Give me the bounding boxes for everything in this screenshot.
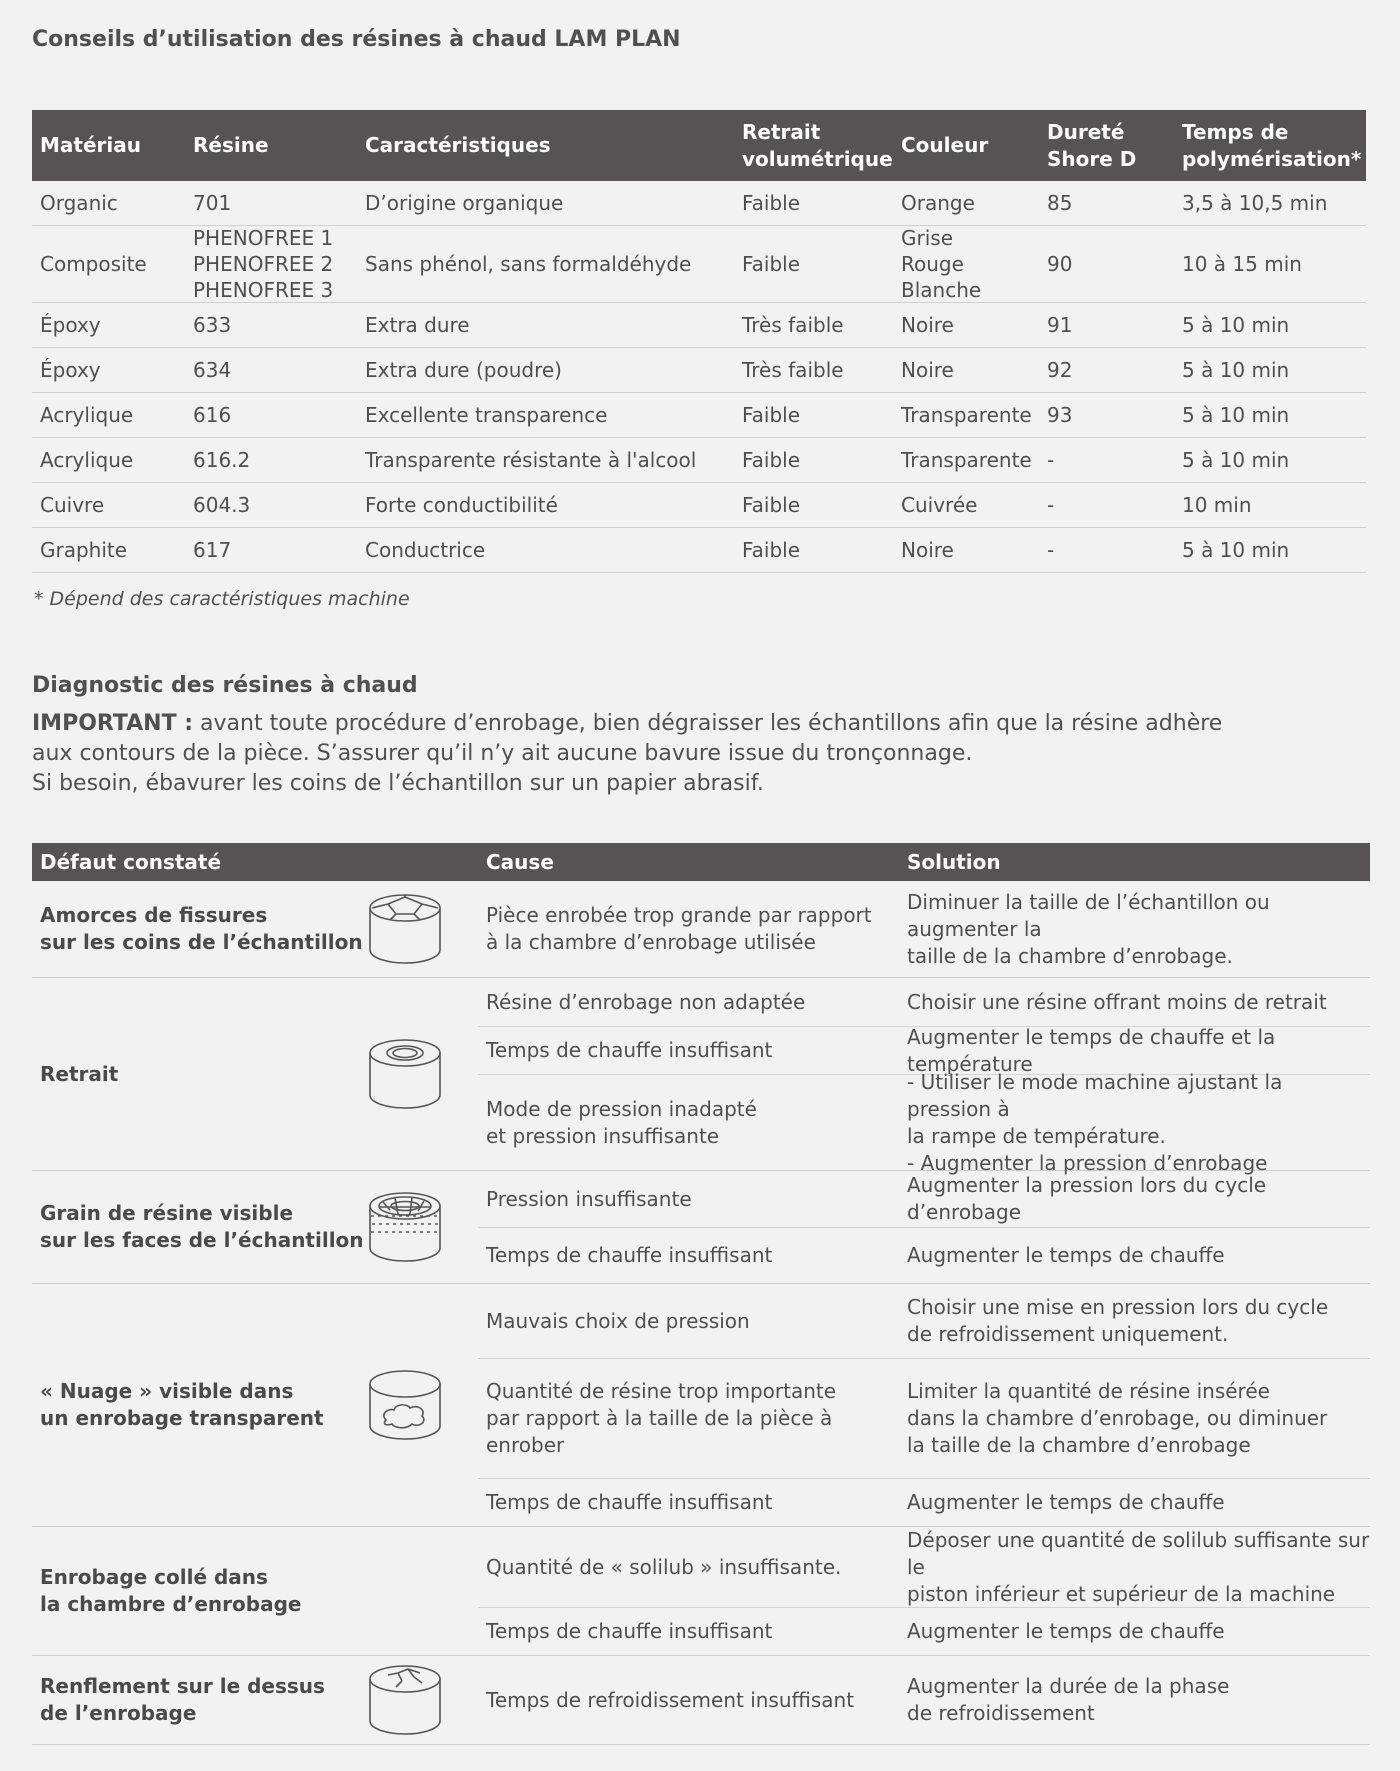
solution-cell: Augmenter la pression lors du cycle d’enrobage bbox=[907, 1173, 1267, 1224]
defect-label: Grain de résine visible sur les faces de l’échantillon bbox=[40, 1201, 364, 1252]
cell-durete: - bbox=[1047, 538, 1055, 562]
defect-label: Enrobage collé dans la chambre d’enrobage bbox=[40, 1565, 302, 1616]
important-text-2: Si besoin, ébavurer les coins de l’échantillon sur un papier abrasif. bbox=[32, 771, 764, 796]
resin-table bbox=[32, 110, 1366, 573]
cell-resine: 634 bbox=[193, 358, 232, 382]
cell-caracteristiques: Excellente transparence bbox=[365, 403, 608, 427]
bulge-sample-icon bbox=[368, 1663, 442, 1737]
cell-resine: 616 bbox=[193, 403, 232, 427]
defect-group bbox=[32, 1527, 1370, 1656]
cell-materiau: Cuivre bbox=[40, 493, 105, 517]
cell-resine: 701 bbox=[193, 191, 232, 215]
cell-retrait: Faible bbox=[742, 191, 801, 215]
header-solution: Solution bbox=[907, 850, 1001, 874]
cell-durete: 85 bbox=[1047, 191, 1073, 215]
solution-cell: Augmenter le temps de chauffe et la température bbox=[907, 1024, 1276, 1076]
defect-group bbox=[32, 881, 1370, 978]
solution-cell: Diminuer la taille de l’échantillon ou augmenter la taille de la chambre d’enrobage. bbox=[907, 889, 1270, 968]
header-cause: Cause bbox=[486, 850, 554, 874]
cell-durete: 91 bbox=[1047, 313, 1073, 337]
cause-cell: Mode de pression inadapté et pression insuffisante bbox=[486, 1096, 757, 1148]
header-temps: Temps de polymérisation* bbox=[1182, 119, 1362, 171]
cell-couleur: Orange bbox=[901, 191, 975, 215]
solution-cell: Augmenter le temps de chauffe bbox=[907, 1619, 1225, 1643]
defect-label: Amorces de fissures sur les coins de l’échantillon bbox=[40, 903, 363, 954]
solution-cell: Choisir une mise en pression lors du cycle de refroidissement uniquement. bbox=[907, 1295, 1329, 1346]
cell-caracteristiques: Sans phénol, sans formaldéhyde bbox=[365, 252, 692, 276]
defect-cell bbox=[32, 1284, 478, 1526]
cause-solution-row bbox=[478, 1171, 1370, 1227]
important-note bbox=[32, 709, 1232, 799]
cell-temps: 5 à 10 min bbox=[1182, 538, 1290, 562]
cause-cell: Pièce enrobée trop grande par rapport à la chambre d’enrobage utilisée bbox=[486, 903, 872, 954]
table-row bbox=[32, 483, 1366, 528]
header-caracteristiques: Caractéristiques bbox=[365, 133, 551, 157]
diagnostic-title: Diagnostic des résines à chaud bbox=[32, 673, 418, 698]
cause-cell: Temps de refroidissement insuffisant bbox=[486, 1687, 855, 1712]
cell-temps: 5 à 10 min bbox=[1182, 448, 1290, 472]
cell-retrait: Très faible bbox=[742, 313, 844, 337]
solution-cell: Augmenter le temps de chauffe bbox=[907, 1490, 1225, 1514]
cell-retrait: Faible bbox=[742, 252, 801, 276]
defect-label: Renflement sur le dessus de l’enrobage bbox=[40, 1674, 325, 1725]
cause-solution-row bbox=[478, 1527, 1370, 1607]
cloud-sample-icon bbox=[368, 1368, 442, 1442]
table-row bbox=[32, 181, 1366, 226]
cause-solution-row bbox=[478, 881, 1370, 977]
cause-cell: Quantité de « solilub » insuffisante. bbox=[486, 1554, 842, 1579]
cause-cell: Temps de chauffe insuffisant bbox=[486, 1619, 773, 1643]
cell-durete: - bbox=[1047, 493, 1055, 517]
solution-cell: Augmenter le temps de chauffe bbox=[907, 1243, 1225, 1267]
solution-cell: Déposer une quantité de solilub suffisante sur le piston inférieur et supérieur de la machine bbox=[907, 1527, 1370, 1606]
cell-durete: 92 bbox=[1047, 358, 1073, 382]
cause-cell: Quantité de résine trop importante par rapport à la taille de la pièce à enrober bbox=[486, 1379, 837, 1457]
cell-resine: 633 bbox=[193, 313, 232, 337]
solution-cell: Augmenter la durée de la phase de refroidissement bbox=[907, 1674, 1230, 1725]
table-row bbox=[32, 226, 1366, 303]
table-row bbox=[32, 393, 1366, 438]
cell-resine: PHENOFREE 1 PHENOFREE 2 PHENOFREE 3 bbox=[193, 226, 334, 302]
important-text: avant toute procédure d’enrobage, bien dégraisser les échantillons afin que la résine adhère aux contours de la pièce. S’assurer qu’il n’y ait aucune bavure issue du tronçonnage. bbox=[32, 711, 1223, 766]
defect-group bbox=[32, 1171, 1370, 1284]
cell-durete: 93 bbox=[1047, 403, 1073, 427]
cause-solution-row bbox=[478, 1478, 1370, 1526]
cell-materiau: Acrylique bbox=[40, 403, 134, 427]
cause-solution-row bbox=[478, 1069, 1370, 1175]
cell-materiau: Époxy bbox=[40, 358, 101, 382]
cell-caracteristiques: Transparente résistante à l'alcool bbox=[365, 448, 697, 472]
cell-temps: 10 min bbox=[1182, 493, 1252, 517]
header-materiau: Matériau bbox=[40, 133, 141, 157]
cell-resine: 617 bbox=[193, 538, 232, 562]
cell-retrait: Faible bbox=[742, 493, 801, 517]
defect-cell bbox=[32, 1527, 478, 1655]
defect-cell bbox=[32, 1656, 478, 1744]
header-durete: Dureté Shore D bbox=[1047, 119, 1137, 171]
cause-solution-row bbox=[478, 1284, 1370, 1358]
defect-cell bbox=[32, 1171, 478, 1283]
cell-retrait: Faible bbox=[742, 448, 801, 472]
cell-temps: 3,5 à 10,5 min bbox=[1182, 191, 1328, 215]
defect-label: Retrait bbox=[40, 1061, 119, 1086]
header-retrait: Retrait volumétrique bbox=[742, 119, 893, 171]
cell-couleur: Transparente bbox=[901, 448, 1032, 472]
cell-materiau: Organic bbox=[40, 191, 118, 215]
cell-couleur: Noire bbox=[901, 538, 954, 562]
cracked-sample-icon bbox=[368, 892, 442, 966]
header-couleur: Couleur bbox=[901, 133, 989, 157]
cause-solution-row bbox=[478, 978, 1370, 1026]
cause-solution-row bbox=[478, 1607, 1370, 1655]
diagnostic-table bbox=[32, 843, 1370, 1745]
cause-solution-row bbox=[478, 1026, 1370, 1074]
cell-caracteristiques: Forte conductibilité bbox=[365, 493, 558, 517]
cell-durete: 90 bbox=[1047, 252, 1073, 276]
grain-sample-icon bbox=[368, 1190, 442, 1264]
cell-retrait: Faible bbox=[742, 403, 801, 427]
defect-label: « Nuage » visible dans un enrobage transparent bbox=[40, 1379, 324, 1430]
cell-retrait: Très faible bbox=[742, 358, 844, 382]
solution-cell: Limiter la quantité de résine insérée dans la chambre d’enrobage, ou diminuer la taille de la chambre d’enrobage bbox=[907, 1379, 1328, 1457]
resin-table-header bbox=[32, 110, 1366, 181]
cell-caracteristiques: Extra dure bbox=[365, 313, 470, 337]
important-label: IMPORTANT : bbox=[32, 711, 194, 736]
solution-cell: - Utiliser le mode machine ajustant la pression à la rampe de température. - Augmenter la pression d’enrobage bbox=[907, 1069, 1283, 1175]
header-defaut: Défaut constaté bbox=[40, 850, 222, 874]
cell-resine: 616.2 bbox=[193, 448, 251, 472]
cause-cell: Temps de chauffe insuffisant bbox=[486, 1243, 773, 1267]
cell-couleur: Transparente bbox=[901, 403, 1032, 427]
cell-couleur: Grise Rouge Blanche bbox=[901, 226, 982, 302]
cell-couleur: Cuivrée bbox=[901, 493, 978, 517]
defect-group bbox=[32, 1656, 1370, 1745]
cell-materiau: Époxy bbox=[40, 313, 101, 337]
cell-durete: - bbox=[1047, 448, 1055, 472]
diagnostic-table-header bbox=[32, 843, 1370, 881]
cell-temps: 5 à 10 min bbox=[1182, 313, 1290, 337]
cell-resine: 604.3 bbox=[193, 493, 251, 517]
solution-cell: Choisir une résine offrant moins de retrait bbox=[907, 989, 1327, 1014]
table-row bbox=[32, 438, 1366, 483]
cell-temps: 5 à 10 min bbox=[1182, 358, 1290, 382]
cell-materiau: Acrylique bbox=[40, 448, 134, 472]
defect-group bbox=[32, 1284, 1370, 1527]
header-resine: Résine bbox=[193, 133, 269, 157]
cell-couleur: Noire bbox=[901, 313, 954, 337]
footnote: * Dépend des caractéristiques machine bbox=[34, 588, 410, 610]
cause-cell: Temps de chauffe insuffisant bbox=[486, 1038, 773, 1062]
table-row bbox=[32, 528, 1366, 573]
cell-caracteristiques: Conductrice bbox=[365, 538, 486, 562]
shrinkage-sample-icon bbox=[368, 1037, 442, 1111]
cell-temps: 10 à 15 min bbox=[1182, 252, 1302, 276]
cause-cell: Pression insuffisante bbox=[486, 1186, 692, 1211]
cell-retrait: Faible bbox=[742, 538, 801, 562]
cell-caracteristiques: D’origine organique bbox=[365, 191, 564, 215]
defect-cell bbox=[32, 881, 478, 977]
defect-group bbox=[32, 978, 1370, 1175]
table-row bbox=[32, 348, 1366, 393]
table-row bbox=[32, 303, 1366, 348]
cell-caracteristiques: Extra dure (poudre) bbox=[365, 358, 562, 382]
cell-materiau: Composite bbox=[40, 252, 147, 276]
cause-cell: Mauvais choix de pression bbox=[486, 1308, 750, 1333]
cause-cell: Temps de chauffe insuffisant bbox=[486, 1490, 773, 1514]
defect-cell bbox=[32, 978, 478, 1170]
cause-cell: Résine d’enrobage non adaptée bbox=[486, 989, 806, 1014]
cause-solution-row bbox=[478, 1358, 1370, 1478]
cell-materiau: Graphite bbox=[40, 538, 128, 562]
cell-couleur: Noire bbox=[901, 358, 954, 382]
cause-solution-row bbox=[478, 1656, 1370, 1744]
cause-solution-row bbox=[478, 1227, 1370, 1283]
page-title: Conseils d’utilisation des résines à chaud LAM PLAN bbox=[32, 27, 681, 52]
cell-temps: 5 à 10 min bbox=[1182, 403, 1290, 427]
